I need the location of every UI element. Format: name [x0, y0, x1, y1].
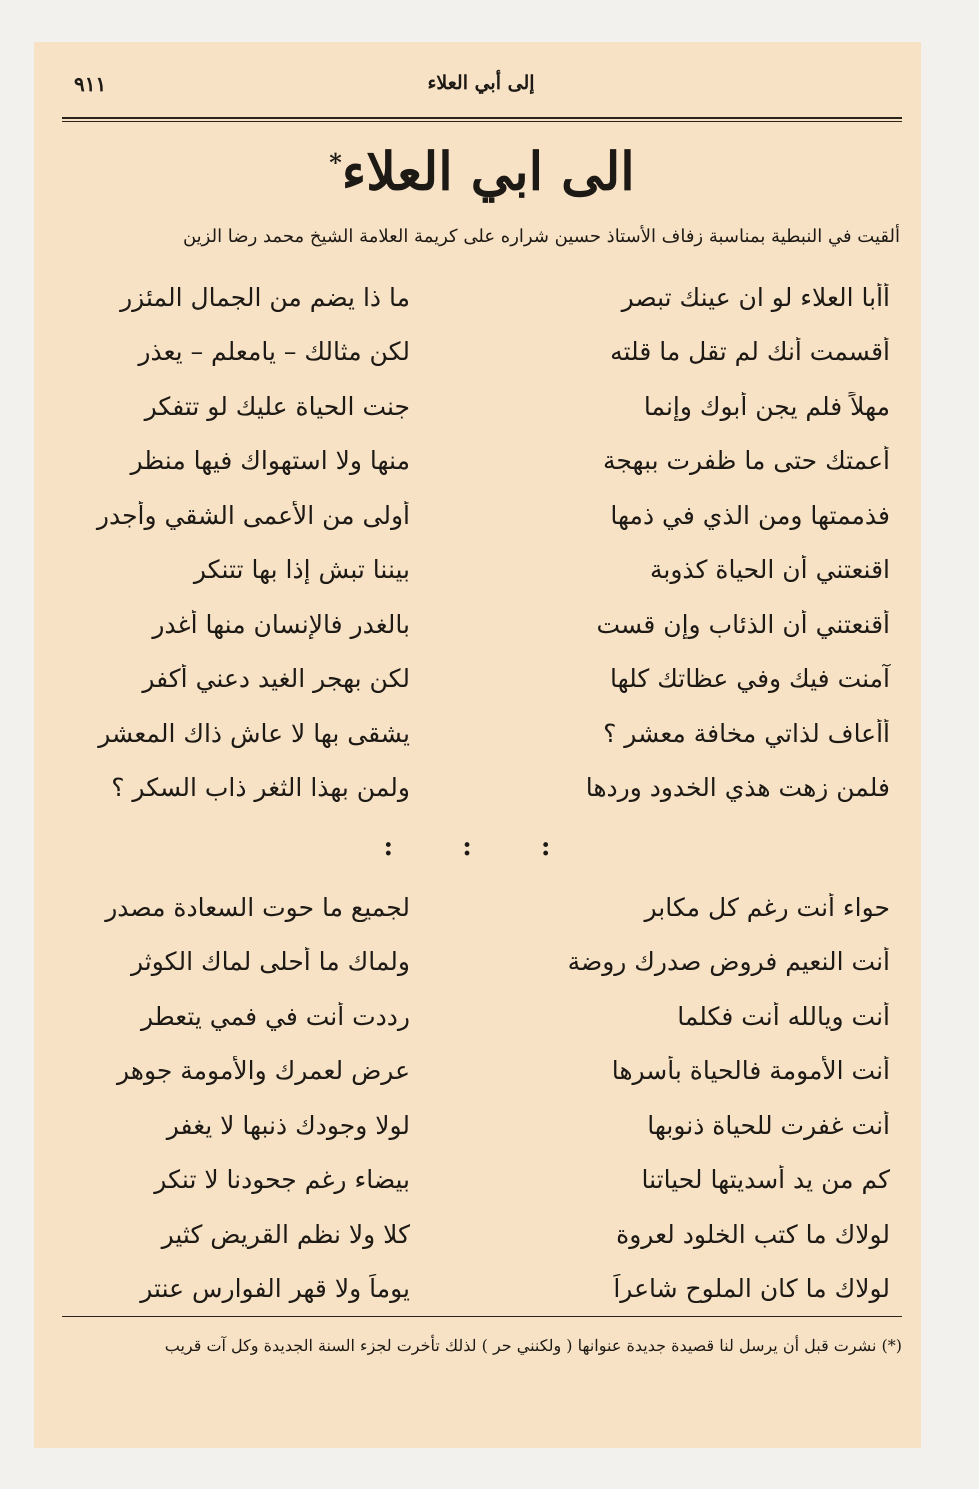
- running-title: إلى أبي العلاء: [427, 72, 535, 94]
- verse-second-hemistich: لولا وجودك ذنبها لا يغفر: [166, 1110, 410, 1140]
- verse-first-hemistich: لولاك ما كان الملوح شاعراً: [613, 1274, 890, 1304]
- footnote: (*) نشرت قبل أن يرسل لنا قصيدة جديدة عنوانها ( ولكنني حر ) لذلك تأخرت لجزء السنة الجديدة وكل آت قريب: [164, 1336, 902, 1355]
- stanza-1: [62, 270, 902, 815]
- verse: [62, 761, 902, 816]
- stanza-2: [62, 880, 902, 1316]
- stanza-separator: : : :: [383, 832, 581, 862]
- verse: [62, 1262, 902, 1317]
- poem-title-text: الى ابي العلاء: [341, 141, 635, 203]
- verse: [62, 325, 902, 380]
- verse-first-hemistich: أنت ويالله أنت فكلما: [677, 1001, 890, 1031]
- verse: [62, 1098, 902, 1153]
- verse: [62, 270, 902, 325]
- verse: [62, 652, 902, 707]
- header-rule-thin: [62, 121, 902, 122]
- verse: [62, 597, 902, 652]
- footnote-marker: *: [329, 148, 342, 177]
- verse-second-hemistich: ولماك ما أحلى لماك الكوثر: [130, 947, 410, 977]
- verse: [62, 379, 902, 434]
- verse: [62, 488, 902, 543]
- verse: [62, 706, 902, 761]
- verse-first-hemistich: أعمتك حتى ما ظفرت ببهجة: [603, 446, 890, 476]
- verse: [62, 989, 902, 1044]
- verse-first-hemistich: أنت غفرت للحياة ذنوبها: [647, 1110, 890, 1140]
- verse-first-hemistich: أأعاف لذاتي مخافة معشر ؟: [603, 718, 890, 748]
- page-number: ٩١١: [74, 72, 107, 96]
- verse-second-hemistich: أولى من الأعمى الشقي وأجدر: [96, 500, 410, 530]
- verse-second-hemistich: يوماً ولا قهر الفوارس عنتر: [140, 1274, 410, 1304]
- running-header: [62, 72, 900, 108]
- verse: [62, 935, 902, 990]
- verse-first-hemistich: لولاك ما كتب الخلود لعروة: [616, 1219, 890, 1249]
- verse-first-hemistich: فذممتها ومن الذي في ذمها: [610, 500, 890, 530]
- verse: [62, 880, 902, 935]
- verse-second-hemistich: عرض لعمرك والأمومة جوهر: [116, 1056, 410, 1086]
- verse-first-hemistich: أقسمت أنك لم تقل ما قلته: [610, 337, 890, 367]
- verse-first-hemistich: أأبا العلاء لو ان عينك تبصر: [621, 282, 890, 312]
- verse-second-hemistich: منها ولا استهواك فيها منظر: [130, 446, 410, 476]
- verse-first-hemistich: آمنت فيك وفي عظاتك كلها: [609, 664, 890, 694]
- verse-second-hemistich: بيضاء رغم جحودنا لا تنكر: [154, 1165, 410, 1195]
- poem-title: [62, 128, 902, 207]
- verse-first-hemistich: فلمن زهت هذي الخدود وردها: [585, 773, 890, 803]
- verse-first-hemistich: حواء أنت رغم كل مكابر: [644, 892, 890, 922]
- verse-first-hemistich: اقنعتني أن الحياة كذوبة: [650, 555, 890, 585]
- verse-first-hemistich: أنت النعيم فروض صدرك روضة: [567, 947, 890, 977]
- verse-second-hemistich: بالغدر فالإنسان منها أغدر: [152, 609, 410, 639]
- verse: [62, 434, 902, 489]
- verse-second-hemistich: ما ذا يضم من الجمال المئزر: [120, 282, 410, 312]
- verse-second-hemistich: بيننا تبش إذا بها تتنكر: [193, 555, 410, 585]
- verse-second-hemistich: ولمن بهذا الثغر ذاب السكر ؟: [111, 773, 410, 803]
- verse-first-hemistich: كم من يد أسديتها لحياتنا: [641, 1165, 890, 1195]
- verse-second-hemistich: لجميع ما حوت السعادة مصدر: [105, 892, 410, 922]
- verse: [62, 543, 902, 598]
- header-rule: [62, 117, 902, 119]
- footnote-rule: [62, 1316, 902, 1317]
- dedication-line: ألقيت في النبطية بمناسبة زفاف الأستاذ حسين شراره على كريمة العلامة الشيخ محمد رضا الزين: [182, 226, 900, 247]
- verse-first-hemistich: أقنعتني أن الذئاب وإن قست: [596, 609, 890, 639]
- verse-second-hemistich: لكن مثالك – يامعلم – يعذر: [138, 337, 410, 367]
- verse-second-hemistich: كلا ولا نظم القريض كثير: [161, 1219, 410, 1249]
- verse: [62, 1153, 902, 1208]
- verse-second-hemistich: يشقى بها لا عاش ذاك المعشر: [98, 718, 410, 748]
- verse-first-hemistich: أنت الأمومة فالحياة بأسرها: [611, 1056, 890, 1086]
- verse-second-hemistich: جنت الحياة عليك لو تتفكر: [144, 391, 410, 421]
- verse-second-hemistich: رددت أنت في فمي يتعطر: [140, 1001, 410, 1031]
- verse: [62, 1044, 902, 1099]
- verse: [62, 1207, 902, 1262]
- verse-first-hemistich: مهلاً فلم يجن أبوك وإنما: [643, 391, 890, 421]
- verse-second-hemistich: لكن بهجر الغيد دعني أكفر: [142, 664, 410, 694]
